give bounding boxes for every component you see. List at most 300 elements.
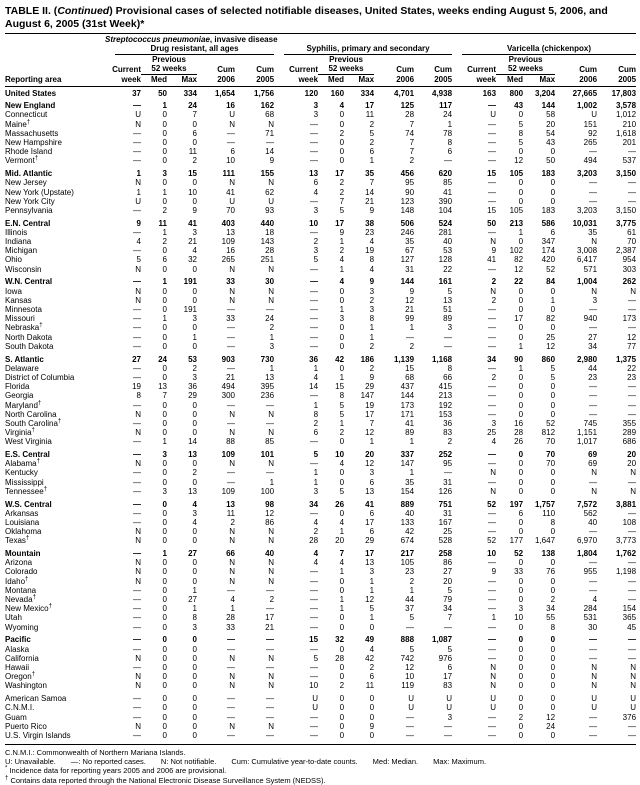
- value-cell: 0: [550, 178, 556, 188]
- table-row: [5, 401, 636, 410]
- value-cell: 3: [162, 450, 167, 460]
- value-cell: N: [268, 721, 275, 731]
- value-cell: N: [229, 119, 235, 129]
- value-cell: 0: [162, 459, 167, 469]
- reporting-area-label: West Virginia: [5, 437, 52, 447]
- table-row: [5, 568, 636, 577]
- value-cell: 14: [265, 147, 275, 157]
- value-cell: 954: [622, 255, 637, 265]
- value-cell: —: [227, 635, 235, 645]
- value-cell: 1: [339, 237, 345, 247]
- value-cell: 1: [518, 363, 524, 373]
- value-cell: 3,578: [616, 101, 637, 111]
- value-cell: 105: [509, 169, 524, 179]
- value-cell: N: [490, 486, 497, 496]
- value-cell: 251: [260, 255, 275, 265]
- value-cell: 8: [136, 391, 141, 401]
- value-cell: 6: [192, 128, 197, 138]
- value-cell: —: [133, 128, 141, 138]
- value-cell: 1: [409, 468, 415, 478]
- reporting-area-label: Louisiana: [5, 517, 40, 527]
- value-cell: 22: [443, 264, 453, 274]
- reporting-area-label: North Dakota: [5, 332, 53, 342]
- value-cell: 562: [583, 508, 598, 518]
- value-cell: 7: [409, 119, 415, 129]
- value-cell: 2,387: [616, 246, 637, 256]
- col-header-previous: Previous: [508, 55, 543, 65]
- value-cell: —: [227, 341, 235, 351]
- value-cell: 6: [369, 508, 375, 518]
- value-cell: 0: [162, 372, 167, 382]
- value-cell: —: [266, 712, 275, 722]
- value-cell: —: [488, 576, 497, 586]
- dagger-marker: †: [31, 671, 36, 678]
- value-cell: 177: [509, 536, 524, 546]
- value-cell: 36: [443, 418, 453, 428]
- value-cell: —: [133, 508, 141, 518]
- value-cell: 18: [265, 227, 275, 237]
- value-cell: 17: [335, 218, 345, 228]
- value-cell: 1: [162, 101, 167, 111]
- value-cell: 41: [188, 218, 197, 228]
- value-cell: 42: [335, 354, 345, 364]
- value-cell: 0: [162, 567, 167, 577]
- value-cell: 24: [546, 721, 556, 731]
- reporting-area-label: Tennessee†: [5, 486, 48, 496]
- table-row: [5, 274, 636, 287]
- dagger-marker: †: [25, 535, 30, 542]
- value-cell: 0: [518, 400, 524, 410]
- value-cell: 25: [443, 527, 453, 537]
- dagger-marker: †: [25, 576, 29, 583]
- value-cell: —: [628, 187, 637, 197]
- value-cell: 3: [269, 341, 275, 351]
- col-header-52weeks: 52 weeks: [318, 65, 374, 74]
- value-cell: —: [310, 721, 319, 731]
- value-cell: 3: [192, 508, 197, 518]
- value-cell: 9: [339, 227, 345, 237]
- value-cell: 22: [627, 363, 637, 373]
- table-row: [5, 438, 636, 447]
- value-cell: 23: [365, 227, 375, 237]
- value-cell: 3: [339, 314, 345, 324]
- value-cell: 51: [443, 304, 453, 314]
- value-cell: 5: [409, 613, 415, 623]
- value-cell: 0: [162, 323, 167, 333]
- table-row: [5, 139, 636, 148]
- value-cell: N: [490, 286, 497, 296]
- value-cell: 0: [369, 694, 375, 704]
- table-row: [5, 120, 636, 129]
- value-cell: —: [488, 128, 497, 138]
- value-cell: —: [310, 304, 319, 314]
- value-cell: 0: [162, 536, 167, 546]
- dagger-marker: †: [39, 322, 43, 329]
- table-row: [5, 392, 636, 401]
- value-cell: 3: [447, 323, 453, 333]
- table-row: [5, 537, 636, 546]
- reporting-area-label: Indiana: [5, 237, 32, 247]
- value-cell: 61: [627, 227, 637, 237]
- value-cell: N: [268, 286, 275, 296]
- value-cell: 24: [158, 354, 167, 364]
- table-row: [5, 497, 636, 510]
- value-cell: 16: [226, 246, 235, 256]
- value-cell: 0: [162, 613, 167, 623]
- value-cell: 102: [509, 246, 524, 256]
- value-cell: —: [406, 332, 415, 342]
- value-cell: —: [628, 595, 637, 605]
- value-cell: —: [488, 450, 497, 460]
- value-cell: 3: [192, 372, 197, 382]
- value-cell: 0: [162, 341, 167, 351]
- value-cell: 17: [514, 314, 524, 324]
- value-cell: N: [135, 178, 141, 188]
- value-cell: 0: [518, 721, 524, 731]
- value-cell: 21: [405, 304, 415, 314]
- value-cell: —: [133, 635, 141, 645]
- col-header-week: week: [105, 74, 141, 86]
- value-cell: 1: [162, 437, 167, 447]
- value-cell: 12: [546, 712, 556, 722]
- value-cell: 0: [518, 187, 524, 197]
- value-cell: 0: [518, 372, 524, 382]
- value-cell: 5: [518, 138, 524, 148]
- value-cell: 0: [162, 558, 167, 568]
- value-cell: N: [135, 536, 141, 546]
- value-cell: 17: [265, 613, 275, 623]
- spacer: [5, 55, 105, 65]
- value-cell: 192: [438, 400, 453, 410]
- value-cell: —: [133, 138, 141, 148]
- value-cell: 1: [313, 477, 319, 487]
- value-cell: 41: [226, 187, 235, 197]
- table-row: [5, 111, 636, 120]
- value-cell: 20: [443, 576, 453, 586]
- value-cell: 88: [226, 437, 235, 447]
- value-cell: 21: [226, 372, 235, 382]
- reporting-area-label: S. Atlantic: [5, 354, 44, 364]
- value-cell: —: [133, 450, 141, 460]
- value-cell: 6: [162, 255, 167, 265]
- value-cell: 2: [230, 517, 235, 527]
- value-cell: 1: [162, 314, 167, 324]
- value-cell: N: [229, 567, 235, 577]
- value-cell: 0: [162, 178, 167, 188]
- value-cell: —: [628, 323, 637, 333]
- value-cell: 17: [365, 549, 375, 559]
- table-row: [5, 216, 636, 229]
- value-cell: 0: [162, 499, 167, 509]
- value-cell: 2: [550, 595, 556, 605]
- value-cell: N: [229, 264, 235, 274]
- dagger-marker: †: [36, 458, 40, 465]
- value-cell: 173: [622, 314, 637, 324]
- value-cell: 2: [339, 178, 345, 188]
- value-cell: 13: [226, 499, 235, 509]
- value-cell: 1,017: [577, 437, 598, 447]
- value-cell: 0: [518, 196, 524, 206]
- value-cell: —: [488, 382, 497, 392]
- value-cell: 0: [162, 663, 167, 672]
- value-cell: 506: [400, 218, 415, 228]
- value-cell: —: [628, 391, 637, 401]
- reporting-area-label: Mountain: [5, 549, 41, 559]
- value-cell: 0: [339, 644, 345, 654]
- reporting-area-label: Wisconsin: [5, 264, 42, 274]
- value-cell: 105: [400, 558, 415, 568]
- value-cell: 10: [335, 450, 345, 460]
- table-row: [5, 623, 636, 632]
- value-cell: 160: [330, 88, 345, 98]
- table-row: [5, 487, 636, 496]
- value-cell: 3: [192, 227, 197, 237]
- value-cell: 0: [192, 672, 197, 682]
- value-cell: 41: [443, 187, 453, 197]
- value-cell: 0: [192, 712, 197, 722]
- value-cell: 976: [438, 653, 453, 663]
- value-cell: 0: [550, 672, 556, 682]
- value-cell: 1,804: [577, 549, 598, 559]
- value-cell: 0: [162, 286, 167, 296]
- value-cell: —: [133, 400, 141, 410]
- value-cell: 41: [487, 255, 497, 265]
- value-cell: 4: [136, 237, 141, 247]
- value-cell: —: [310, 391, 319, 401]
- value-cell: 36: [309, 354, 319, 364]
- column-group-varicella: Varicella (chickenpox): [452, 45, 636, 56]
- value-cell: 93: [265, 205, 275, 215]
- value-cell: 365: [622, 613, 637, 623]
- value-cell: 2: [192, 468, 197, 478]
- value-cell: —: [227, 663, 235, 672]
- value-cell: 95: [443, 459, 453, 469]
- col-header-cum: Cum: [434, 64, 453, 74]
- legend-item: Max: Maximum.: [433, 756, 487, 766]
- value-cell: 68: [265, 110, 275, 120]
- value-cell: 1: [369, 613, 375, 623]
- value-cell: —: [589, 635, 598, 645]
- value-cell: 5: [339, 205, 345, 215]
- value-cell: U: [591, 110, 598, 120]
- value-cell: 13: [188, 486, 197, 496]
- value-cell: 52: [546, 418, 556, 428]
- value-cell: —: [310, 332, 319, 342]
- value-cell: —: [589, 712, 598, 722]
- value-cell: U: [408, 703, 415, 713]
- reporting-area-label: Pacific: [5, 635, 31, 645]
- value-cell: —: [628, 477, 637, 487]
- value-cell: 7: [339, 196, 345, 206]
- value-cell: 0: [518, 681, 524, 691]
- value-cell: 7: [162, 391, 167, 401]
- value-cell: 191: [183, 304, 197, 314]
- value-cell: 5: [313, 450, 319, 460]
- value-cell: 5: [550, 372, 556, 382]
- value-cell: 5: [409, 644, 415, 654]
- value-cell: 7: [447, 613, 453, 623]
- value-cell: 236: [260, 391, 275, 401]
- value-cell: 1: [269, 363, 275, 373]
- value-cell: 89: [443, 314, 453, 324]
- value-cell: 0: [550, 196, 556, 206]
- value-cell: 17: [365, 101, 375, 111]
- value-cell: 7: [369, 178, 375, 188]
- value-cell: 110: [542, 508, 556, 518]
- value-cell: 0: [162, 156, 167, 166]
- value-cell: N: [135, 558, 141, 568]
- value-cell: 1: [491, 613, 497, 623]
- value-cell: 4: [192, 499, 197, 509]
- table-row: [5, 86, 636, 98]
- value-cell: 32: [335, 635, 345, 645]
- value-cell: 0: [162, 428, 167, 438]
- value-cell: 9: [369, 721, 375, 731]
- value-cell: —: [488, 622, 497, 632]
- value-cell: 0: [369, 730, 375, 740]
- table-row: [5, 559, 636, 568]
- value-cell: 3: [518, 604, 524, 614]
- value-cell: 1: [162, 277, 167, 287]
- value-cell: 3: [369, 567, 375, 577]
- value-cell: 800: [509, 88, 524, 98]
- reporting-area-label: Utah: [5, 613, 22, 623]
- value-cell: 0: [162, 110, 167, 120]
- reporting-area-label: New Jersey: [5, 178, 47, 188]
- reporting-area-label: South Dakota: [5, 341, 54, 351]
- value-cell: 70: [627, 237, 637, 247]
- value-cell: —: [488, 323, 497, 333]
- value-cell: N: [229, 428, 235, 438]
- col-header-week: week: [274, 74, 318, 86]
- value-cell: 0: [192, 694, 197, 704]
- value-cell: 3: [313, 101, 319, 111]
- value-cell: 0: [518, 517, 524, 527]
- value-cell: 0: [518, 694, 524, 704]
- value-cell: 620: [438, 169, 453, 179]
- legend-item: N: Not notifiable.: [160, 756, 217, 766]
- value-cell: 742: [400, 653, 415, 663]
- value-cell: 0: [162, 730, 167, 740]
- value-cell: 162: [260, 101, 275, 111]
- value-cell: 6: [550, 227, 556, 237]
- value-cell: 201: [622, 138, 637, 148]
- value-cell: 0: [339, 295, 345, 305]
- value-cell: 14: [365, 187, 375, 197]
- footnote-cnmi: C.N.M.I.: Commonwealth of Northern Mariana Islands.: [5, 747, 186, 757]
- col-header-max: Max: [344, 74, 374, 86]
- value-cell: 8: [518, 128, 524, 138]
- value-cell: 74: [405, 128, 415, 138]
- value-cell: 37: [132, 88, 141, 98]
- value-cell: 0: [369, 703, 375, 713]
- col-header-med: Med: [141, 74, 167, 86]
- value-cell: N: [630, 486, 637, 496]
- value-cell: 50: [158, 88, 167, 98]
- value-cell: —: [444, 468, 453, 478]
- value-cell: 69: [588, 459, 598, 469]
- col-header-2005: 2005: [597, 74, 636, 86]
- value-cell: —: [133, 712, 141, 722]
- value-cell: —: [488, 332, 497, 342]
- value-cell: 1,375: [616, 354, 637, 364]
- value-cell: —: [133, 730, 141, 740]
- value-cell: —: [488, 400, 497, 410]
- value-cell: 0: [192, 576, 197, 586]
- dagger-marker: †: [32, 594, 36, 601]
- value-cell: —: [589, 391, 598, 401]
- table-row: [5, 731, 636, 740]
- value-cell: 0: [550, 703, 556, 713]
- col-header-previous: Previous: [152, 55, 186, 65]
- value-cell: 108: [622, 517, 637, 527]
- value-cell: 3: [491, 418, 497, 428]
- value-cell: 40: [588, 517, 598, 527]
- value-cell: —: [589, 382, 598, 392]
- footnotes: [5, 744, 636, 785]
- value-cell: 1: [313, 363, 319, 373]
- value-cell: 0: [192, 527, 197, 537]
- value-cell: —: [444, 721, 453, 731]
- value-cell: 903: [221, 354, 235, 364]
- reporting-area-label: Idaho†: [5, 576, 29, 586]
- value-cell: 5: [447, 644, 453, 654]
- value-cell: N: [268, 558, 275, 568]
- value-cell: —: [266, 635, 275, 645]
- value-cell: 2: [192, 363, 197, 373]
- value-cell: 889: [400, 499, 415, 509]
- value-cell: 0: [339, 672, 345, 682]
- value-cell: 1: [518, 227, 524, 237]
- value-cell: 34: [487, 354, 497, 364]
- value-cell: 191: [183, 277, 197, 287]
- table-row: [5, 509, 636, 518]
- value-cell: 0: [339, 323, 345, 333]
- value-cell: 1,647: [535, 536, 556, 546]
- value-cell: 8: [192, 613, 197, 623]
- reporting-area-label: Michigan: [5, 246, 38, 256]
- value-cell: 26: [335, 499, 345, 509]
- value-cell: 0: [339, 622, 345, 632]
- value-cell: 6: [230, 147, 235, 157]
- value-cell: 20: [365, 450, 375, 460]
- value-cell: 9: [491, 567, 497, 577]
- value-cell: —: [488, 304, 497, 314]
- value-cell: 154: [400, 486, 415, 496]
- value-cell: 6: [369, 527, 375, 537]
- value-cell: 25: [487, 428, 497, 438]
- value-cell: N: [135, 527, 141, 537]
- value-cell: —: [133, 341, 141, 351]
- value-cell: N: [229, 178, 235, 188]
- value-cell: 43: [514, 101, 524, 111]
- reporting-area-label: Illinois: [5, 227, 28, 237]
- table-row: [5, 577, 636, 586]
- value-cell: N: [135, 567, 141, 577]
- value-cell: 44: [405, 595, 415, 605]
- value-cell: —: [488, 178, 497, 188]
- value-cell: N: [229, 409, 235, 419]
- value-cell: —: [133, 101, 141, 111]
- table-row: [5, 704, 636, 713]
- value-cell: N: [268, 672, 275, 682]
- reporting-area-label: New York (Upstate): [5, 187, 74, 197]
- value-cell: 334: [360, 88, 375, 98]
- asterisk-marker: *: [5, 765, 8, 772]
- reporting-area-label: Montana: [5, 585, 37, 595]
- value-cell: 70: [546, 459, 556, 469]
- value-cell: 6: [369, 477, 375, 487]
